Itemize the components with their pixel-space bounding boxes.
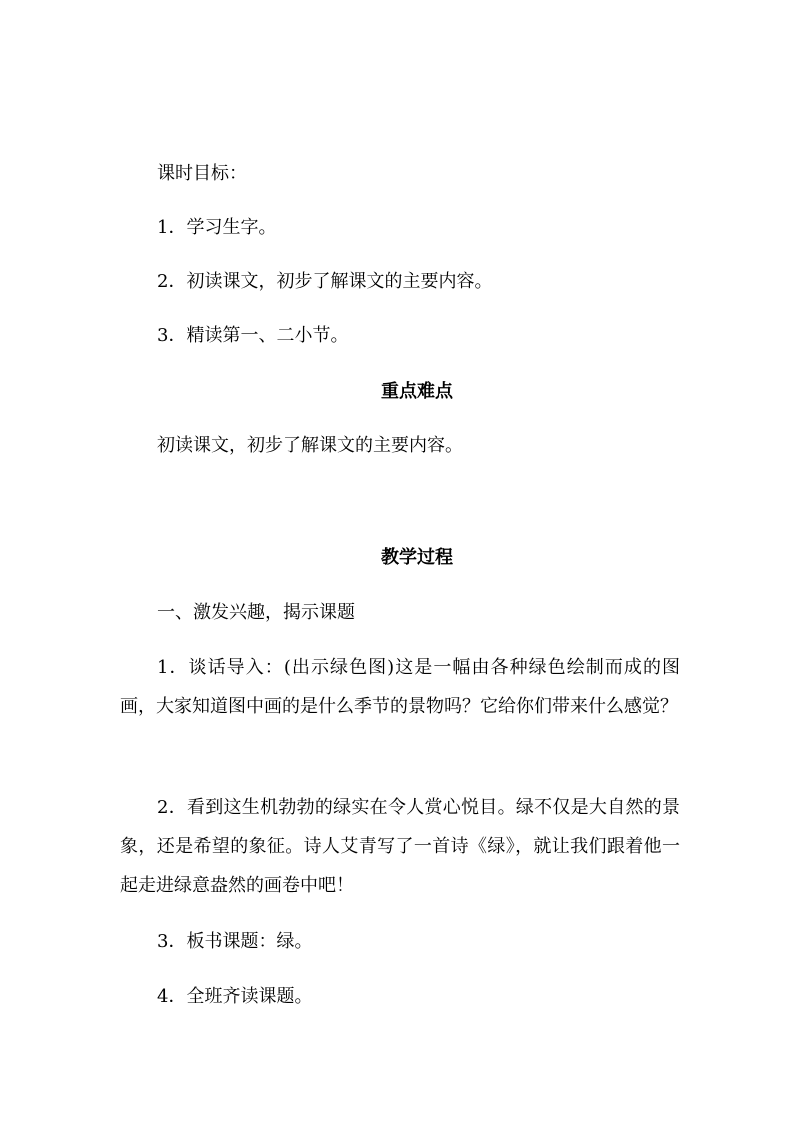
process-section-1: 一、激发兴趣，揭示课题 xyxy=(157,602,355,623)
lesson-goal-item-3: 3．精读第一、二小节。 xyxy=(157,325,349,346)
key-points-text: 初读课文，初步了解课文的主要内容。 xyxy=(157,435,463,456)
process-step-2: 2．看到这生机勃勃的绿实在令人赏心悦目。绿不仅是大自然的景象，还是希望的象征。诗人艾青写了一首诗《绿》，就让我们跟着他一起走进绿意盎然的画卷中吧！ xyxy=(120,797,680,896)
key-points-heading: 重点难点 xyxy=(381,381,453,402)
lesson-goals-label: 课时目标： xyxy=(157,163,247,184)
process-step-1: 1．谈话导入：(出示绿色图)这是一幅由各种绿色绘制而成的图画，大家知道图中画的是什么季节的景物吗？它给你们带来什么感觉？ xyxy=(120,657,680,717)
lesson-goal-item-2: 2．初读课文，初步了解课文的主要内容。 xyxy=(157,271,493,292)
process-heading: 教学过程 xyxy=(381,547,453,568)
process-step-4: 4．全班齐读课题。 xyxy=(157,986,313,1007)
lesson-goal-item-1: 1．学习生字。 xyxy=(157,217,277,238)
process-step-3: 3．板书课题：绿。 xyxy=(157,931,313,952)
